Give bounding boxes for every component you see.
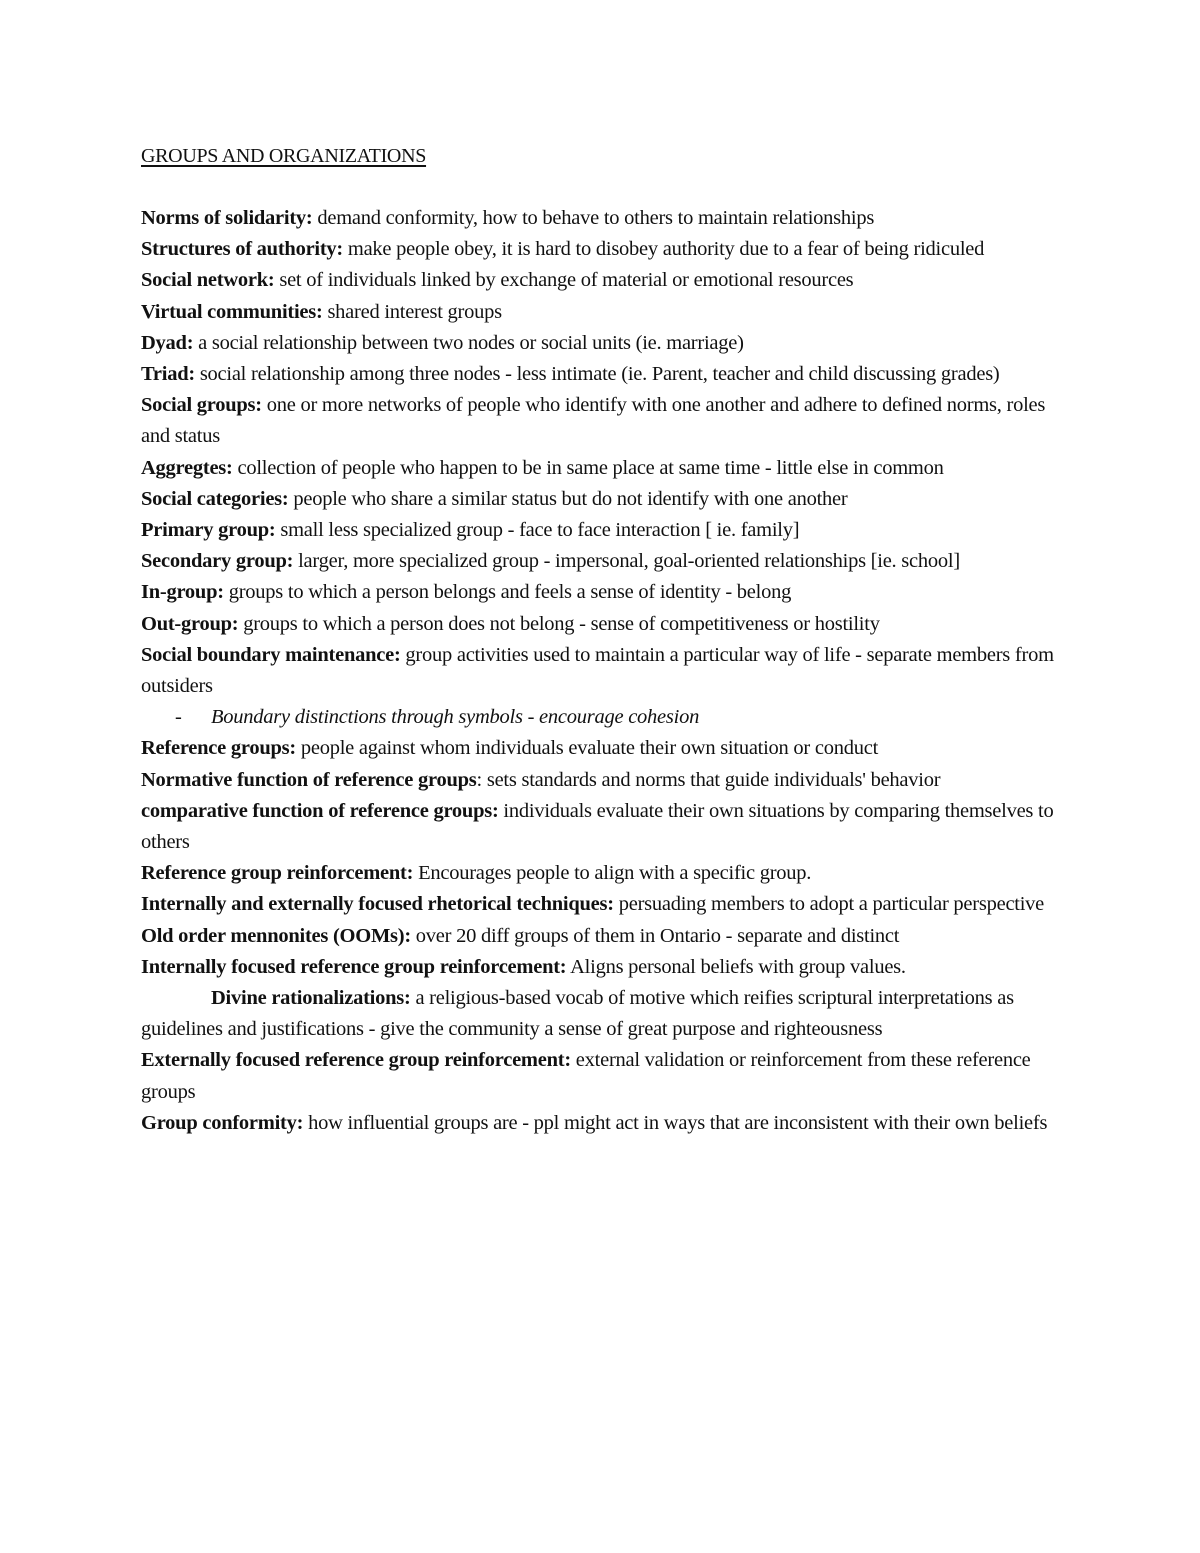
- definition: groups to which a person does not belong - sense of competitiveness or hostility: [238, 612, 880, 635]
- definition-entry: [141, 921, 1061, 952]
- definition-entry: [141, 858, 1061, 889]
- term: Social network:: [141, 269, 275, 292]
- definition: shared interest groups: [322, 300, 502, 323]
- definition-entry: [141, 1045, 1061, 1107]
- definition-entry: [141, 203, 1061, 234]
- definition: a religious-based vocab of motive which reifies scriptural interpretations as guidelines and justifications - give the community a sense of great purpose and righteousness: [141, 987, 1014, 1041]
- term: Divine rationalizations:: [211, 987, 411, 1010]
- term: Dyad:: [141, 331, 194, 354]
- definition: larger, more specialized group - impersonal, goal-oriented relationships [ie. school]: [293, 550, 960, 573]
- definition: group activities used to maintain a particular way of life - separate members from outsiders: [141, 643, 1054, 698]
- definition: small less specialized group - face to face interaction [ ie. family]: [275, 519, 800, 542]
- definition: Aligns personal beliefs with group values.: [566, 955, 906, 978]
- term: comparative function of reference groups:: [141, 799, 499, 822]
- bullet-item: [141, 702, 1061, 733]
- definition: demand conformity, how to behave to others to maintain relationships: [312, 207, 875, 229]
- term: Internally and externally focused rhetorical techniques:: [141, 893, 614, 916]
- term: Reference groups:: [141, 737, 296, 760]
- definition: persuading members to adopt a particular perspective: [613, 893, 1045, 916]
- definition-entry: [141, 1108, 1061, 1139]
- definition-entry: [141, 640, 1061, 702]
- term: Virtual communities:: [141, 300, 323, 323]
- definition-entry: [141, 515, 1061, 546]
- term: Externally focused reference group reinforcement:: [141, 1049, 571, 1072]
- document-page: [141, 141, 1061, 1139]
- definition: one or more networks of people who identify with one another and adhere to defined norms, roles and status: [141, 394, 1046, 448]
- term: Triad:: [141, 363, 195, 386]
- term: Aggregtes:: [141, 456, 233, 479]
- definition-entry: [141, 983, 1061, 1045]
- term: Norms of solidarity:: [141, 207, 313, 229]
- definition-entry: [141, 453, 1061, 484]
- term: Social groups:: [141, 394, 262, 417]
- term: Internally focused reference group reinforcement:: [141, 955, 567, 978]
- definition-entry: [141, 889, 1061, 920]
- definition: Encourages people to align with a specific group.: [413, 862, 812, 885]
- term: Structures of authority:: [141, 238, 344, 261]
- bullet-text: Boundary distinctions through symbols - encourage cohesion: [211, 706, 700, 729]
- definition-entry: [141, 577, 1061, 608]
- dash-bullet-icon: -: [175, 706, 182, 729]
- definition: make people obey, it is hard to disobey authority due to a fear of being ridiculed: [343, 238, 985, 261]
- term: Group conformity:: [141, 1111, 304, 1134]
- definition-entry: [141, 484, 1061, 515]
- term: Out-group:: [141, 612, 239, 635]
- definition-entry: [141, 390, 1061, 452]
- definition: external validation or reinforcement from these reference groups: [141, 1049, 1031, 1103]
- definition-entry: [141, 609, 1061, 640]
- term: Social boundary maintenance:: [141, 643, 401, 666]
- definition-entry: [141, 765, 1061, 796]
- definition: over 20 diff groups of them in Ontario - separate and distinct: [410, 924, 900, 947]
- definition-entry: [141, 359, 1061, 390]
- definition: collection of people who happen to be in same place at same time - little else in common: [232, 456, 944, 479]
- definition-entry: [141, 297, 1061, 328]
- definition: people against whom individuals evaluate their own situation or conduct: [295, 737, 879, 760]
- definition-entry: [141, 265, 1061, 296]
- definition-entry: [141, 733, 1061, 764]
- definition: people who share a similar status but do not identify with one another: [288, 487, 848, 510]
- document-title: GROUPS AND ORGANIZATIONS: [141, 145, 427, 167]
- term: Primary group:: [141, 519, 276, 542]
- definition: social relationship among three nodes - less intimate (ie. Parent, teacher and child discussing grades): [194, 363, 1000, 386]
- term: Secondary group:: [141, 550, 294, 573]
- definition: set of individuals linked by exchange of material or emotional resources: [274, 269, 854, 292]
- definition-entry: [141, 546, 1061, 577]
- definition-entry: [141, 952, 1061, 983]
- term: In-group:: [141, 581, 224, 604]
- definition-entry: [141, 796, 1061, 858]
- definition-entry: [141, 328, 1061, 359]
- definition-entry: [141, 234, 1061, 265]
- definition: individuals evaluate their own situations by comparing themselves to others: [141, 799, 1054, 854]
- term: Social categories:: [141, 487, 289, 510]
- term: Old order mennonites (OOMs):: [141, 924, 411, 947]
- term: Reference group reinforcement:: [141, 862, 414, 885]
- definition: how influential groups are - ppl might act in ways that are inconsistent with their own beliefs: [303, 1111, 1048, 1134]
- term: Normative function of reference groups: [141, 768, 477, 791]
- spacer: [141, 172, 1061, 203]
- definition: groups to which a person belongs and feels a sense of identity - belong: [223, 581, 792, 604]
- definition: a social relationship between two nodes or social units (ie. marriage): [193, 331, 744, 354]
- definition: : sets standards and norms that guide individuals' behavior: [476, 768, 941, 791]
